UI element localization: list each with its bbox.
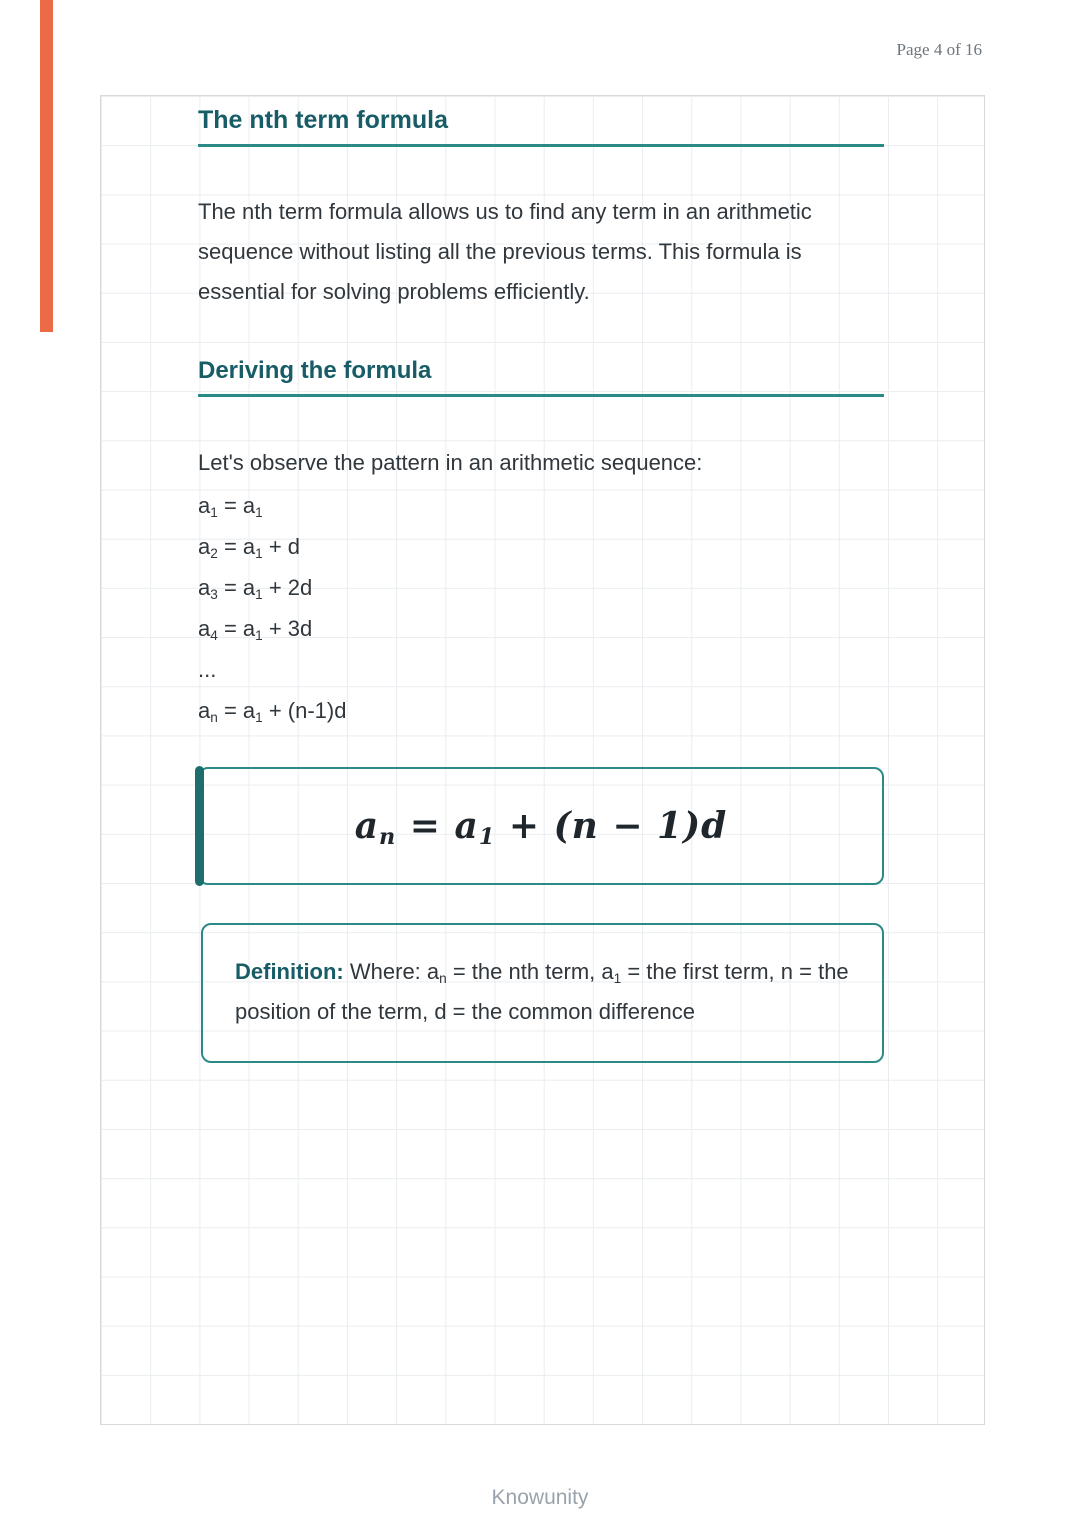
section-title: The nth term formula <box>198 106 449 134</box>
orange-accent-bar <box>40 0 53 332</box>
page-indicator: Page 4 of 16 <box>896 40 982 59</box>
nth-term-formula: $a_n = a_1 + (n - 1)d$ <box>354 805 728 851</box>
definition-label: Definition: <box>235 959 344 984</box>
subsection-title: Deriving the formula <box>198 357 432 384</box>
footer-brand: Knowunity <box>491 1486 589 1509</box>
sequence-line: $a_1 = a_1$ <box>198 493 263 520</box>
subsection-title-rule <box>198 394 884 397</box>
sequence-intro: Let's observe the pattern in an arithmetic sequence: <box>198 450 703 475</box>
sequence-line: $a_2 = a_1 + d$ <box>198 534 301 561</box>
grid-paper-area <box>100 95 985 1425</box>
section-title-rule <box>198 144 884 147</box>
intro-paragraph: The nth term formula allows us to find any term in an arithmetic sequence without listing all the previous terms. This formula is essential for solving problems efficiently. <box>198 199 812 304</box>
sequence-line: $a_3 = a_1 + 2d$ <box>198 575 313 602</box>
sequence-line: ... <box>198 657 217 682</box>
definition-text: Where: $a_n$ = the nth term, $a_1$ = the first term, n = the position of the term, d = the common difference <box>235 959 849 1024</box>
definition-card <box>201 923 884 1063</box>
formula-card <box>198 767 884 885</box>
formula-card-accent-bar <box>195 766 204 886</box>
sequence-line: $a_4 = a_1 + 3d$ <box>198 616 313 643</box>
sequence-line: $a_n = a_1 + (n-1)d$ <box>198 698 347 725</box>
